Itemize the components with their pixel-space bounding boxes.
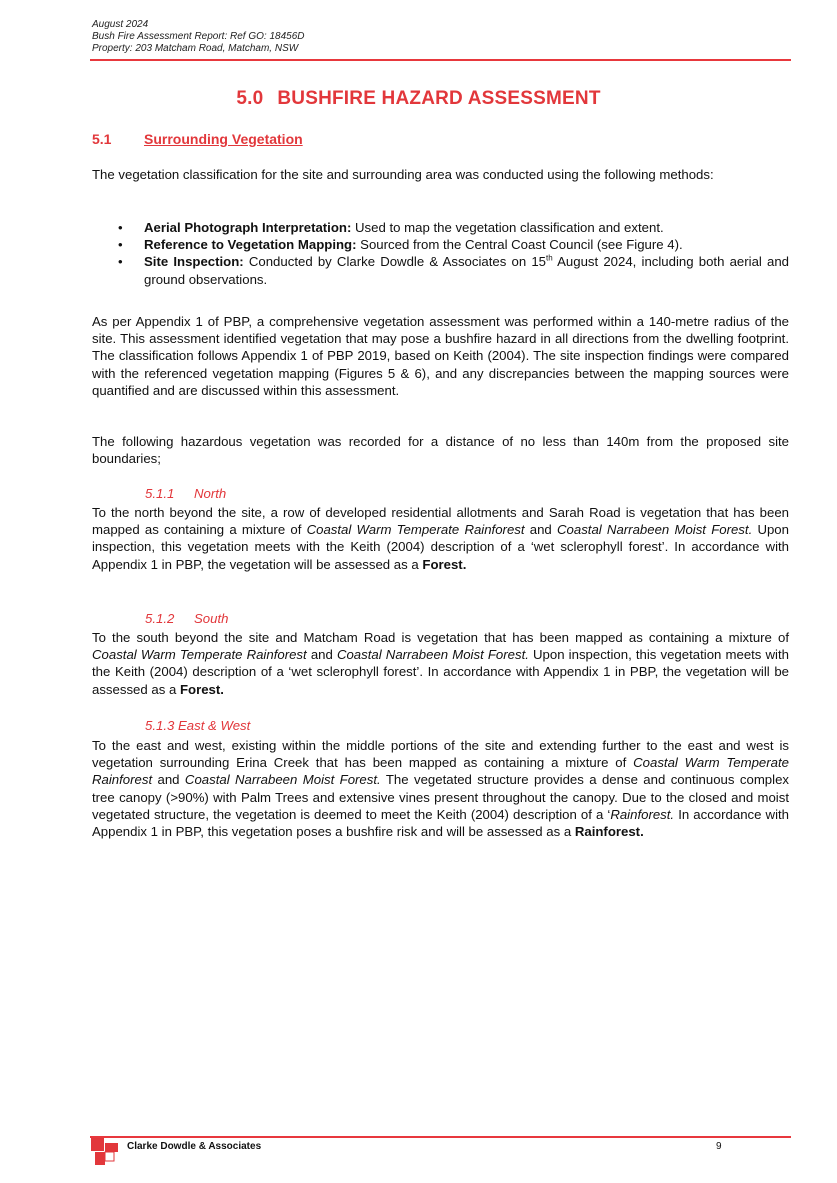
company-logo-icon bbox=[91, 1138, 118, 1165]
intro-paragraph: The vegetation classification for the site and surrounding area was conducted using the following methods: bbox=[92, 167, 714, 182]
south-paragraph: To the south beyond the site and Matcham Road is vegetation that has been mapped as containing a mixture of Coastal Warm Temperate Rainforest and Coastal Narrabeen Moist Forest. Upon inspection, this vegetation meets with the Keith (2004) description of a ‘wet sclerophyll forest’. In accordance with Appendix 1 in PBP, the vegetation will be assessed as a Forest. bbox=[92, 630, 789, 697]
list-item: • Aerial Photograph Interpretation: Used to map the vegetation classification and extent. bbox=[118, 220, 664, 235]
running-header bbox=[92, 19, 305, 55]
assessment-paragraph: As per Appendix 1 of PBP, a comprehensive vegetation assessment was performed within a 140-metre radius of the site. This assessment identified vegetation that may pose a bushfire hazard in all directions from the dwelling footprint. The classification follows Appendix 1 of PBP 2019, based on Keith (2004). The site inspection findings were compared with the referenced vegetation mapping (Figures 5 & 6), and any discrepancies between the mapping sources were quantified and are discussed within this assessment. bbox=[92, 314, 789, 398]
list-item: • Site Inspection: Conducted by Clarke Dowdle & Associates on 15th August 2024, including both aerial and ground observations. bbox=[118, 254, 789, 287]
subsection-title: Surrounding Vegetation bbox=[144, 131, 303, 147]
footer-company: Clarke Dowdle & Associates bbox=[127, 1141, 262, 1152]
bullet-icon: • bbox=[118, 237, 123, 253]
page-number: 9 bbox=[716, 1141, 722, 1152]
section-title bbox=[0, 88, 837, 110]
footer-rule bbox=[90, 1136, 791, 1138]
subsection-number: 5.1 bbox=[92, 131, 112, 147]
header-rule bbox=[90, 59, 791, 61]
east-west-paragraph: To the east and west, existing within the middle portions of the site and extending further to the east and west is vegetation surrounding Erina Creek that has been mapped as containing a mixture of Coastal Warm Temperate Rainforest and Coastal Narrabeen Moist Forest. The vegetated structure provides a dense and continuous complex tree canopy (>90%) with Palm Trees and extensive vines present throughout the canopy. Due to the closed and moist vegetated structure, the vegetation is deemed to meet the Keith (2004) description of a ‘Rainforest. In accordance with Appendix 1 in PBP, this vegetation poses a bushfire risk and will be assessed as a Rainforest. bbox=[92, 738, 789, 840]
hazard-intro-paragraph: The following hazardous vegetation was recorded for a distance of no less than 140m from the proposed site boundaries; bbox=[92, 434, 789, 467]
list-item: • Reference to Vegetation Mapping: Sourced from the Central Coast Council (see Figure 4). bbox=[118, 237, 683, 253]
section-title-text: BUSHFIRE HAZARD ASSESSMENT bbox=[277, 88, 601, 109]
bullet-icon: • bbox=[118, 254, 123, 270]
north-paragraph: To the north beyond the site, a row of developed residential allotments and Sarah Road is vegetation that has been mapped as containing a mixture of Coastal Warm Temperate Rainforest and Coastal Narrabeen Moist Forest. Upon inspection, this vegetation meets with the Keith (2004) description of a ‘wet sclerophyll forest’. In accordance with Appendix 1 in PBP, the vegetation will be assessed as a Forest. bbox=[92, 505, 789, 572]
bullet-icon: • bbox=[118, 220, 123, 235]
north-heading: 5.1.1 North bbox=[145, 486, 227, 501]
methods-list bbox=[118, 219, 789, 288]
header-report-ref: Bush Fire Assessment Report: Ref GO: 18456D bbox=[92, 31, 305, 42]
east-west-heading: 5.1.3 East & West bbox=[145, 718, 251, 733]
south-heading: 5.1.2 South bbox=[145, 611, 229, 626]
subsection-heading bbox=[92, 131, 303, 147]
section-number: 5.0 bbox=[236, 88, 264, 109]
header-date: August 2024 bbox=[92, 19, 149, 30]
header-property: Property: 203 Matcham Road, Matcham, NSW bbox=[92, 43, 299, 54]
